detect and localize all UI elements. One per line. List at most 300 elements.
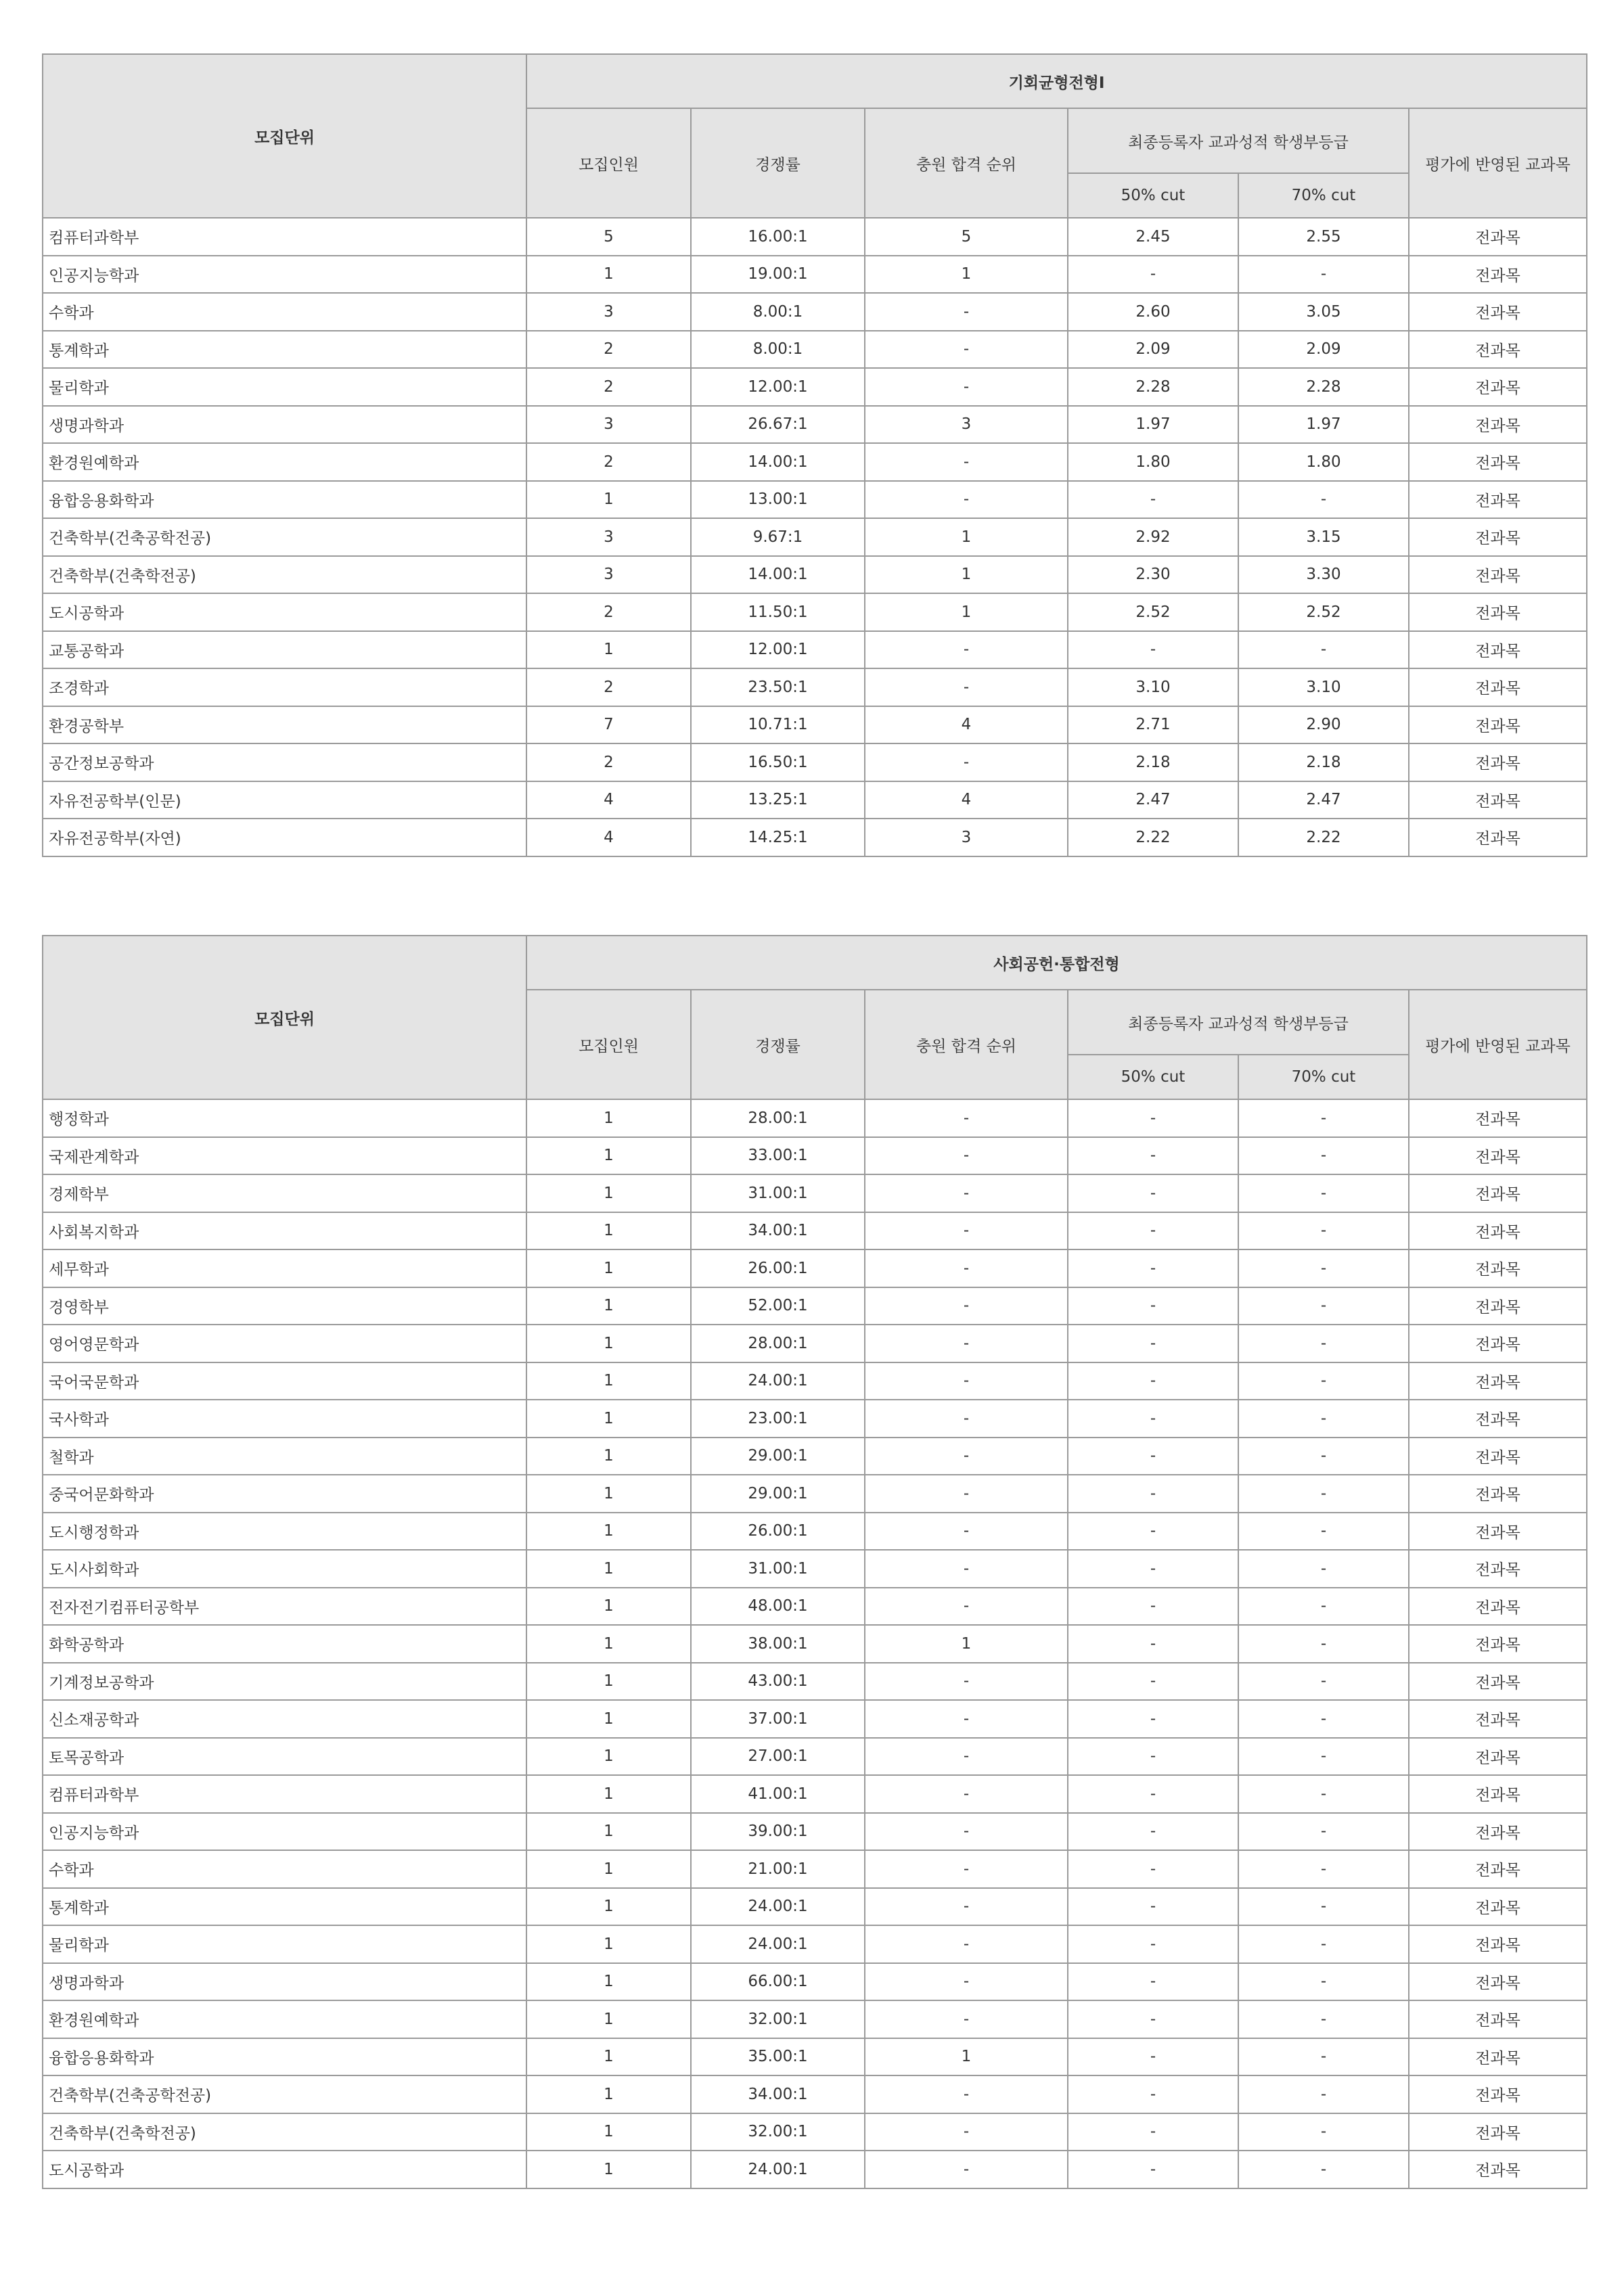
subjects-cell: 전과목 — [1409, 293, 1587, 331]
quota-cell: 3 — [526, 293, 691, 331]
fill-rank-cell: - — [865, 1888, 1068, 1926]
cut-50-cell: - — [1068, 1513, 1238, 1551]
fill-rank-cell: - — [865, 368, 1068, 406]
quota-cell: 1 — [526, 1850, 691, 1888]
table-row — [43, 593, 1587, 631]
competition-ratio-cell: 8.00:1 — [691, 331, 865, 369]
competition-ratio-cell: 13.00:1 — [691, 481, 865, 519]
cut-70-cell: 2.09 — [1238, 331, 1409, 369]
quota-cell: 1 — [526, 2000, 691, 2038]
fill-rank-cell: - — [865, 668, 1068, 706]
table-row — [43, 406, 1587, 444]
cut-70-cell: - — [1238, 1775, 1409, 1813]
header-quota: 모집인원 — [526, 990, 691, 1099]
quota-cell: 5 — [526, 218, 691, 256]
admission-table-social-contribution — [42, 935, 1587, 2189]
unit-name-cell: 건축학부(건축공학전공) — [43, 518, 526, 556]
subjects-cell: 전과목 — [1409, 406, 1587, 444]
table-row — [43, 2075, 1587, 2113]
table-row — [43, 218, 1587, 256]
cut-70-cell: - — [1238, 2038, 1409, 2076]
table-row — [43, 1925, 1587, 1963]
cut-50-cell: - — [1068, 1325, 1238, 1362]
competition-ratio-cell: 31.00:1 — [691, 1550, 865, 1588]
table-row — [43, 1513, 1587, 1551]
unit-name-cell: 도시행정학과 — [43, 1513, 526, 1551]
cut-70-cell: - — [1238, 1813, 1409, 1851]
cut-70-cell: - — [1238, 1325, 1409, 1362]
subjects-cell: 전과목 — [1409, 1325, 1587, 1362]
unit-name-cell: 공간정보공학과 — [43, 743, 526, 781]
competition-ratio-cell: 21.00:1 — [691, 1850, 865, 1888]
fill-rank-cell: - — [865, 631, 1068, 669]
header-fill-rank: 충원 합격 순위 — [865, 990, 1068, 1099]
quota-cell: 2 — [526, 743, 691, 781]
table-row — [43, 1475, 1587, 1513]
cut-70-cell: - — [1238, 2113, 1409, 2151]
table-row — [43, 2038, 1587, 2076]
subjects-cell: 전과목 — [1409, 1850, 1587, 1888]
cut-70-cell: - — [1238, 1513, 1409, 1551]
cut-70-cell: - — [1238, 1174, 1409, 1212]
fill-rank-cell: 1 — [865, 593, 1068, 631]
unit-name-cell: 영어영문학과 — [43, 1325, 526, 1362]
table-row — [43, 443, 1587, 481]
subjects-cell: 전과목 — [1409, 1963, 1587, 2001]
subjects-cell: 전과목 — [1409, 2075, 1587, 2113]
cut-70-cell: - — [1238, 2075, 1409, 2113]
unit-name-cell: 융합응용화학과 — [43, 2038, 526, 2076]
quota-cell: 1 — [526, 2113, 691, 2151]
cut-70-cell: - — [1238, 1249, 1409, 1287]
header-subjects: 평가에 반영된 교과목 — [1409, 108, 1587, 218]
quota-cell: 2 — [526, 368, 691, 406]
competition-ratio-cell: 24.00:1 — [691, 1362, 865, 1400]
cut-70-cell: 2.28 — [1238, 368, 1409, 406]
quota-cell: 1 — [526, 1362, 691, 1400]
competition-ratio-cell: 29.00:1 — [691, 1475, 865, 1513]
subjects-cell: 전과목 — [1409, 481, 1587, 519]
fill-rank-cell: - — [865, 743, 1068, 781]
competition-ratio-cell: 13.25:1 — [691, 781, 865, 819]
quota-cell: 7 — [526, 706, 691, 744]
cut-70-cell: - — [1238, 2000, 1409, 2038]
table-row — [43, 2000, 1587, 2038]
competition-ratio-cell: 9.67:1 — [691, 518, 865, 556]
competition-ratio-cell: 23.50:1 — [691, 668, 865, 706]
competition-ratio-cell: 35.00:1 — [691, 2038, 865, 2076]
table-row — [43, 706, 1587, 744]
cut-50-cell: - — [1068, 1475, 1238, 1513]
quota-cell: 1 — [526, 1475, 691, 1513]
unit-name-cell: 교통공학과 — [43, 631, 526, 669]
subjects-cell: 전과목 — [1409, 218, 1587, 256]
cut-70-cell: 2.52 — [1238, 593, 1409, 631]
subjects-cell: 전과목 — [1409, 443, 1587, 481]
competition-ratio-cell: 28.00:1 — [691, 1325, 865, 1362]
cut-50-cell: 2.52 — [1068, 593, 1238, 631]
cut-50-cell: - — [1068, 1550, 1238, 1588]
cut-50-cell: - — [1068, 1663, 1238, 1701]
table-row — [43, 1287, 1587, 1325]
unit-name-cell: 물리학과 — [43, 1925, 526, 1963]
table-row — [43, 1850, 1587, 1888]
cut-70-cell: - — [1238, 631, 1409, 669]
unit-name-cell: 건축학부(건축공학전공) — [43, 2075, 526, 2113]
unit-name-cell: 통계학과 — [43, 1888, 526, 1926]
fill-rank-cell: 4 — [865, 706, 1068, 744]
cut-70-cell: 2.55 — [1238, 218, 1409, 256]
table-row — [43, 631, 1587, 669]
table-header — [43, 936, 1587, 1099]
subjects-cell: 전과목 — [1409, 1625, 1587, 1663]
unit-name-cell: 건축학부(건축학전공) — [43, 2113, 526, 2151]
competition-ratio-cell: 24.00:1 — [691, 2151, 865, 2188]
subjects-cell: 전과목 — [1409, 1588, 1587, 1626]
subjects-cell: 전과목 — [1409, 1813, 1587, 1851]
competition-ratio-cell: 34.00:1 — [691, 2075, 865, 2113]
header-competition-ratio: 경쟁률 — [691, 108, 865, 218]
quota-cell: 1 — [526, 631, 691, 669]
competition-ratio-cell: 12.00:1 — [691, 368, 865, 406]
table-row — [43, 481, 1587, 519]
table-row — [43, 1099, 1587, 1137]
fill-rank-cell: - — [865, 331, 1068, 369]
fill-rank-cell: - — [865, 1550, 1068, 1588]
unit-name-cell: 국사학과 — [43, 1400, 526, 1438]
cut-70-cell: - — [1238, 1550, 1409, 1588]
fill-rank-cell: - — [865, 1588, 1068, 1626]
cut-50-cell: 2.47 — [1068, 781, 1238, 819]
competition-ratio-cell: 16.00:1 — [691, 218, 865, 256]
table-row — [43, 1813, 1587, 1851]
cut-50-cell: - — [1068, 1287, 1238, 1325]
cut-70-cell: - — [1238, 1625, 1409, 1663]
fill-rank-cell: - — [865, 1137, 1068, 1175]
subjects-cell: 전과목 — [1409, 819, 1587, 856]
cut-50-cell: - — [1068, 1099, 1238, 1137]
competition-ratio-cell: 28.00:1 — [691, 1099, 865, 1137]
cut-70-cell: - — [1238, 1888, 1409, 1926]
table-row — [43, 1362, 1587, 1400]
cut-50-cell: 2.09 — [1068, 331, 1238, 369]
cut-50-cell: - — [1068, 1625, 1238, 1663]
cut-50-cell: - — [1068, 631, 1238, 669]
table-row — [43, 1963, 1587, 2001]
table-row — [43, 1249, 1587, 1287]
quota-cell: 1 — [526, 1325, 691, 1362]
fill-rank-cell: - — [865, 2113, 1068, 2151]
fill-rank-cell: - — [865, 1400, 1068, 1438]
subjects-cell: 전과목 — [1409, 1438, 1587, 1475]
cut-50-cell: - — [1068, 1813, 1238, 1851]
cut-50-cell: - — [1068, 1400, 1238, 1438]
fill-rank-cell: 5 — [865, 218, 1068, 256]
fill-rank-cell: 4 — [865, 781, 1068, 819]
cut-70-cell: - — [1238, 1475, 1409, 1513]
quota-cell: 3 — [526, 556, 691, 594]
cut-70-cell: - — [1238, 1137, 1409, 1175]
competition-ratio-cell: 26.00:1 — [691, 1249, 865, 1287]
competition-ratio-cell: 29.00:1 — [691, 1438, 865, 1475]
cut-50-cell: 2.92 — [1068, 518, 1238, 556]
fill-rank-cell: - — [865, 1249, 1068, 1287]
competition-ratio-cell: 24.00:1 — [691, 1888, 865, 1926]
subjects-cell: 전과목 — [1409, 2000, 1587, 2038]
header-cut-50: 50% cut — [1068, 173, 1238, 218]
fill-rank-cell: - — [865, 1775, 1068, 1813]
subjects-cell: 전과목 — [1409, 1550, 1587, 1588]
cut-70-cell: - — [1238, 1700, 1409, 1738]
unit-name-cell: 물리학과 — [43, 368, 526, 406]
unit-name-cell: 자유전공학부(인문) — [43, 781, 526, 819]
competition-ratio-cell: 41.00:1 — [691, 1775, 865, 1813]
unit-name-cell: 토목공학과 — [43, 1738, 526, 1776]
fill-rank-cell: 1 — [865, 518, 1068, 556]
table-row — [43, 1700, 1587, 1738]
cut-50-cell: - — [1068, 256, 1238, 294]
cut-70-cell: 3.10 — [1238, 668, 1409, 706]
cut-50-cell: - — [1068, 1925, 1238, 1963]
table-body — [43, 218, 1587, 856]
subjects-cell: 전과목 — [1409, 1888, 1587, 1926]
quota-cell: 3 — [526, 406, 691, 444]
unit-name-cell: 도시공학과 — [43, 2151, 526, 2188]
unit-name-cell: 융합응용화학과 — [43, 481, 526, 519]
quota-cell: 1 — [526, 1925, 691, 1963]
cut-50-cell: - — [1068, 1438, 1238, 1475]
subjects-cell: 전과목 — [1409, 1212, 1587, 1250]
unit-name-cell: 행정학과 — [43, 1099, 526, 1137]
unit-name-cell: 수학과 — [43, 1850, 526, 1888]
cut-70-cell: 1.97 — [1238, 406, 1409, 444]
unit-name-cell: 컴퓨터과학부 — [43, 218, 526, 256]
unit-name-cell: 도시공학과 — [43, 593, 526, 631]
subjects-cell: 전과목 — [1409, 631, 1587, 669]
cut-70-cell: - — [1238, 1588, 1409, 1626]
table-row — [43, 668, 1587, 706]
fill-rank-cell: - — [865, 293, 1068, 331]
competition-ratio-cell: 52.00:1 — [691, 1287, 865, 1325]
cut-70-cell: 3.05 — [1238, 293, 1409, 331]
unit-name-cell: 국제관계학과 — [43, 1137, 526, 1175]
table-row — [43, 556, 1587, 594]
cut-50-cell: - — [1068, 1775, 1238, 1813]
cut-50-cell: - — [1068, 2075, 1238, 2113]
subjects-cell: 전과목 — [1409, 1400, 1587, 1438]
subjects-cell: 전과목 — [1409, 1513, 1587, 1551]
subjects-cell: 전과목 — [1409, 781, 1587, 819]
unit-name-cell: 경영학부 — [43, 1287, 526, 1325]
cut-50-cell: 2.71 — [1068, 706, 1238, 744]
table-row — [43, 1438, 1587, 1475]
fill-rank-cell: 3 — [865, 406, 1068, 444]
quota-cell: 1 — [526, 481, 691, 519]
header-competition-ratio: 경쟁률 — [691, 990, 865, 1099]
unit-name-cell: 자유전공학부(자연) — [43, 819, 526, 856]
cut-70-cell: - — [1238, 1287, 1409, 1325]
quota-cell: 1 — [526, 1438, 691, 1475]
unit-name-cell: 중국어문화학과 — [43, 1475, 526, 1513]
cut-50-cell: 1.97 — [1068, 406, 1238, 444]
table-row — [43, 819, 1587, 856]
cut-50-cell: 2.22 — [1068, 819, 1238, 856]
unit-name-cell: 환경원예학과 — [43, 443, 526, 481]
unit-name-cell: 컴퓨터과학부 — [43, 1775, 526, 1813]
unit-name-cell: 통계학과 — [43, 331, 526, 369]
quota-cell: 1 — [526, 2075, 691, 2113]
competition-ratio-cell: 34.00:1 — [691, 1212, 865, 1250]
unit-name-cell: 화학공학과 — [43, 1625, 526, 1663]
cut-50-cell: - — [1068, 1137, 1238, 1175]
subjects-cell: 전과목 — [1409, 1775, 1587, 1813]
fill-rank-cell: - — [865, 1813, 1068, 1851]
table-row — [43, 1174, 1587, 1212]
quota-cell: 1 — [526, 1738, 691, 1776]
unit-name-cell: 철학과 — [43, 1438, 526, 1475]
cut-70-cell: - — [1238, 1663, 1409, 1701]
table-row — [43, 293, 1587, 331]
cut-70-cell: - — [1238, 1963, 1409, 2001]
cut-70-cell: - — [1238, 256, 1409, 294]
subjects-cell: 전과목 — [1409, 743, 1587, 781]
subjects-cell: 전과목 — [1409, 1249, 1587, 1287]
competition-ratio-cell: 12.00:1 — [691, 631, 865, 669]
fill-rank-cell: - — [865, 1287, 1068, 1325]
fill-rank-cell: - — [865, 1738, 1068, 1776]
unit-name-cell: 국어국문학과 — [43, 1362, 526, 1400]
table-row — [43, 781, 1587, 819]
subjects-cell: 전과목 — [1409, 556, 1587, 594]
subjects-cell: 전과목 — [1409, 331, 1587, 369]
table-row — [43, 1775, 1587, 1813]
subjects-cell: 전과목 — [1409, 2038, 1587, 2076]
quota-cell: 1 — [526, 1963, 691, 2001]
quota-cell: 3 — [526, 518, 691, 556]
header-fill-rank: 충원 합격 순위 — [865, 108, 1068, 218]
unit-name-cell: 세무학과 — [43, 1249, 526, 1287]
subjects-cell: 전과목 — [1409, 1174, 1587, 1212]
subjects-cell: 전과목 — [1409, 593, 1587, 631]
unit-name-cell: 신소재공학과 — [43, 1700, 526, 1738]
table-row — [43, 2151, 1587, 2188]
quota-cell: 1 — [526, 2151, 691, 2188]
unit-name-cell: 경제학부 — [43, 1174, 526, 1212]
subjects-cell: 전과목 — [1409, 1738, 1587, 1776]
unit-name-cell: 생명과학과 — [43, 406, 526, 444]
quota-cell: 2 — [526, 331, 691, 369]
cut-50-cell: 1.80 — [1068, 443, 1238, 481]
header-cut-70: 70% cut — [1238, 173, 1409, 218]
table-row — [43, 1400, 1587, 1438]
fill-rank-cell: - — [865, 1663, 1068, 1701]
competition-ratio-cell: 23.00:1 — [691, 1400, 865, 1438]
cut-50-cell: - — [1068, 1963, 1238, 2001]
cut-70-cell: - — [1238, 481, 1409, 519]
fill-rank-cell: 1 — [865, 2038, 1068, 2076]
table-row — [43, 518, 1587, 556]
unit-name-cell: 수학과 — [43, 293, 526, 331]
fill-rank-cell: - — [865, 2151, 1068, 2188]
cut-50-cell: 2.18 — [1068, 743, 1238, 781]
cut-50-cell: - — [1068, 1588, 1238, 1626]
competition-ratio-cell: 10.71:1 — [691, 706, 865, 744]
quota-cell: 2 — [526, 668, 691, 706]
cut-70-cell: 3.30 — [1238, 556, 1409, 594]
competition-ratio-cell: 66.00:1 — [691, 1963, 865, 2001]
competition-ratio-cell: 48.00:1 — [691, 1588, 865, 1626]
unit-name-cell: 전자전기컴퓨터공학부 — [43, 1588, 526, 1626]
cut-70-cell: 2.47 — [1238, 781, 1409, 819]
cut-70-cell: 2.22 — [1238, 819, 1409, 856]
table-row — [43, 1738, 1587, 1776]
fill-rank-cell: 1 — [865, 556, 1068, 594]
fill-rank-cell: - — [865, 2000, 1068, 2038]
cut-70-cell: - — [1238, 1438, 1409, 1475]
fill-rank-cell: - — [865, 1475, 1068, 1513]
competition-ratio-cell: 26.00:1 — [691, 1513, 865, 1551]
cut-50-cell: - — [1068, 1738, 1238, 1776]
subjects-cell: 전과목 — [1409, 668, 1587, 706]
header-cut-70: 70% cut — [1238, 1055, 1409, 1099]
table-row — [43, 1212, 1587, 1250]
cut-70-cell: 1.80 — [1238, 443, 1409, 481]
subjects-cell: 전과목 — [1409, 1137, 1587, 1175]
header-subjects: 평가에 반영된 교과목 — [1409, 990, 1587, 1099]
fill-rank-cell: 1 — [865, 256, 1068, 294]
unit-name-cell: 기계정보공학과 — [43, 1663, 526, 1701]
subjects-cell: 전과목 — [1409, 2151, 1587, 2188]
fill-rank-cell: - — [865, 2075, 1068, 2113]
unit-name-cell: 환경원예학과 — [43, 2000, 526, 2038]
cut-50-cell: - — [1068, 1212, 1238, 1250]
quota-cell: 2 — [526, 443, 691, 481]
unit-name-cell: 환경공학부 — [43, 706, 526, 744]
subjects-cell: 전과목 — [1409, 1700, 1587, 1738]
cut-70-cell: - — [1238, 1850, 1409, 1888]
subjects-cell: 전과목 — [1409, 1475, 1587, 1513]
cut-50-cell: - — [1068, 1700, 1238, 1738]
fill-rank-cell: - — [865, 1925, 1068, 1963]
quota-cell: 1 — [526, 1813, 691, 1851]
cut-50-cell: - — [1068, 1362, 1238, 1400]
fill-rank-cell: 3 — [865, 819, 1068, 856]
subjects-cell: 전과목 — [1409, 518, 1587, 556]
table-row — [43, 1588, 1587, 1626]
competition-ratio-cell: 32.00:1 — [691, 2000, 865, 2038]
competition-ratio-cell: 11.50:1 — [691, 593, 865, 631]
competition-ratio-cell: 14.00:1 — [691, 443, 865, 481]
competition-ratio-cell: 39.00:1 — [691, 1813, 865, 1851]
competition-ratio-cell: 31.00:1 — [691, 1174, 865, 1212]
quota-cell: 1 — [526, 1888, 691, 1926]
quota-cell: 4 — [526, 819, 691, 856]
fill-rank-cell: 1 — [865, 1625, 1068, 1663]
competition-ratio-cell: 14.25:1 — [691, 819, 865, 856]
quota-cell: 2 — [526, 593, 691, 631]
subjects-cell: 전과목 — [1409, 256, 1587, 294]
cut-70-cell: 3.15 — [1238, 518, 1409, 556]
cut-50-cell: 3.10 — [1068, 668, 1238, 706]
header-grade-group: 최종등록자 교과성적 학생부등급 — [1068, 990, 1409, 1055]
cut-70-cell: - — [1238, 1362, 1409, 1400]
cut-50-cell: - — [1068, 2113, 1238, 2151]
competition-ratio-cell: 26.67:1 — [691, 406, 865, 444]
subjects-cell: 전과목 — [1409, 1099, 1587, 1137]
header-cut-50: 50% cut — [1068, 1055, 1238, 1099]
cut-50-cell: - — [1068, 1174, 1238, 1212]
fill-rank-cell: - — [865, 1325, 1068, 1362]
